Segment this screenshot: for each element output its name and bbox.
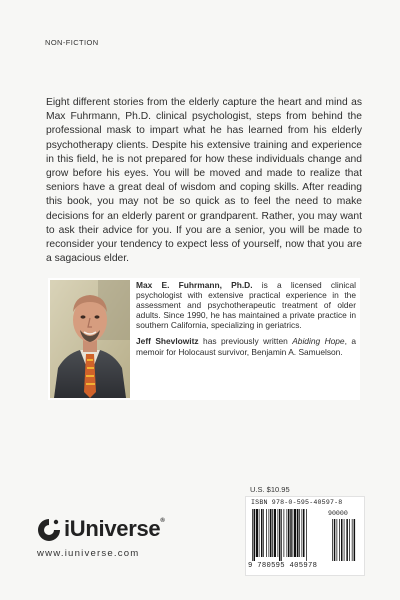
author-bios <box>136 280 356 363</box>
author2-name: Jeff Shevlowitz <box>136 336 199 347</box>
isbn-number: ISBN 978-0-595-40597-8 <box>251 499 343 506</box>
author2-description-end: , a memoir for Holocaust survivor, Benjamin A. Samuelson. <box>136 336 357 357</box>
genre-label: NON-FICTION <box>45 38 99 47</box>
author1-description: is a licensed clinical psychologist with extensive practical experience in the assessment and psychotherapeutic treatment of older adults. Since 1990, he has maintained a private practice in southern California, specializing in geriatrics. <box>136 280 357 331</box>
publisher-name: iUniverse® <box>64 516 165 541</box>
barcode-digits: 9 780595 405978 <box>248 562 318 570</box>
iuniverse-swirl-icon <box>36 517 62 545</box>
isbn-barcode <box>245 496 365 576</box>
author1-bio <box>136 280 356 330</box>
author-bio-panel <box>48 278 360 400</box>
book-blurb: Eight different stories from the elderly capture the heart and mind as Max Fuhrmann, Ph.D. clinical psychologist, steps from behind the professional mask to impart what he has learned from his elderly psychotherapy clients. Despite his extensive training and experience in this field, he is not prepared for how these individuals change and grow before his eyes. You will be moved and made to realize that seniors have a great deal of wisdom and coping skills. After reading this book, you may not be so quick as to feel the need to make decisions for an elderly parent or grandparent. Rather, you may want to ask their advice for you. If you are a senior, you will be made to reconsider your tendency to expect less of yourself, now that you are a sagacious elder. <box>46 97 362 265</box>
addon-code: 90000 <box>328 510 348 517</box>
publisher-logo <box>36 513 206 563</box>
author2-bio <box>136 336 356 356</box>
author2-description-start: has previously written <box>198 336 293 347</box>
publisher-url: www.iuniverse.com <box>37 548 140 559</box>
author2-book-title: Abiding Hope <box>292 336 345 347</box>
author1-name: Max E. Fuhrmann, Ph.D. <box>136 280 253 290</box>
price-label: U.S. $10.95 <box>250 485 290 494</box>
author-photo <box>50 280 130 398</box>
trademark-symbol: ® <box>160 518 165 524</box>
